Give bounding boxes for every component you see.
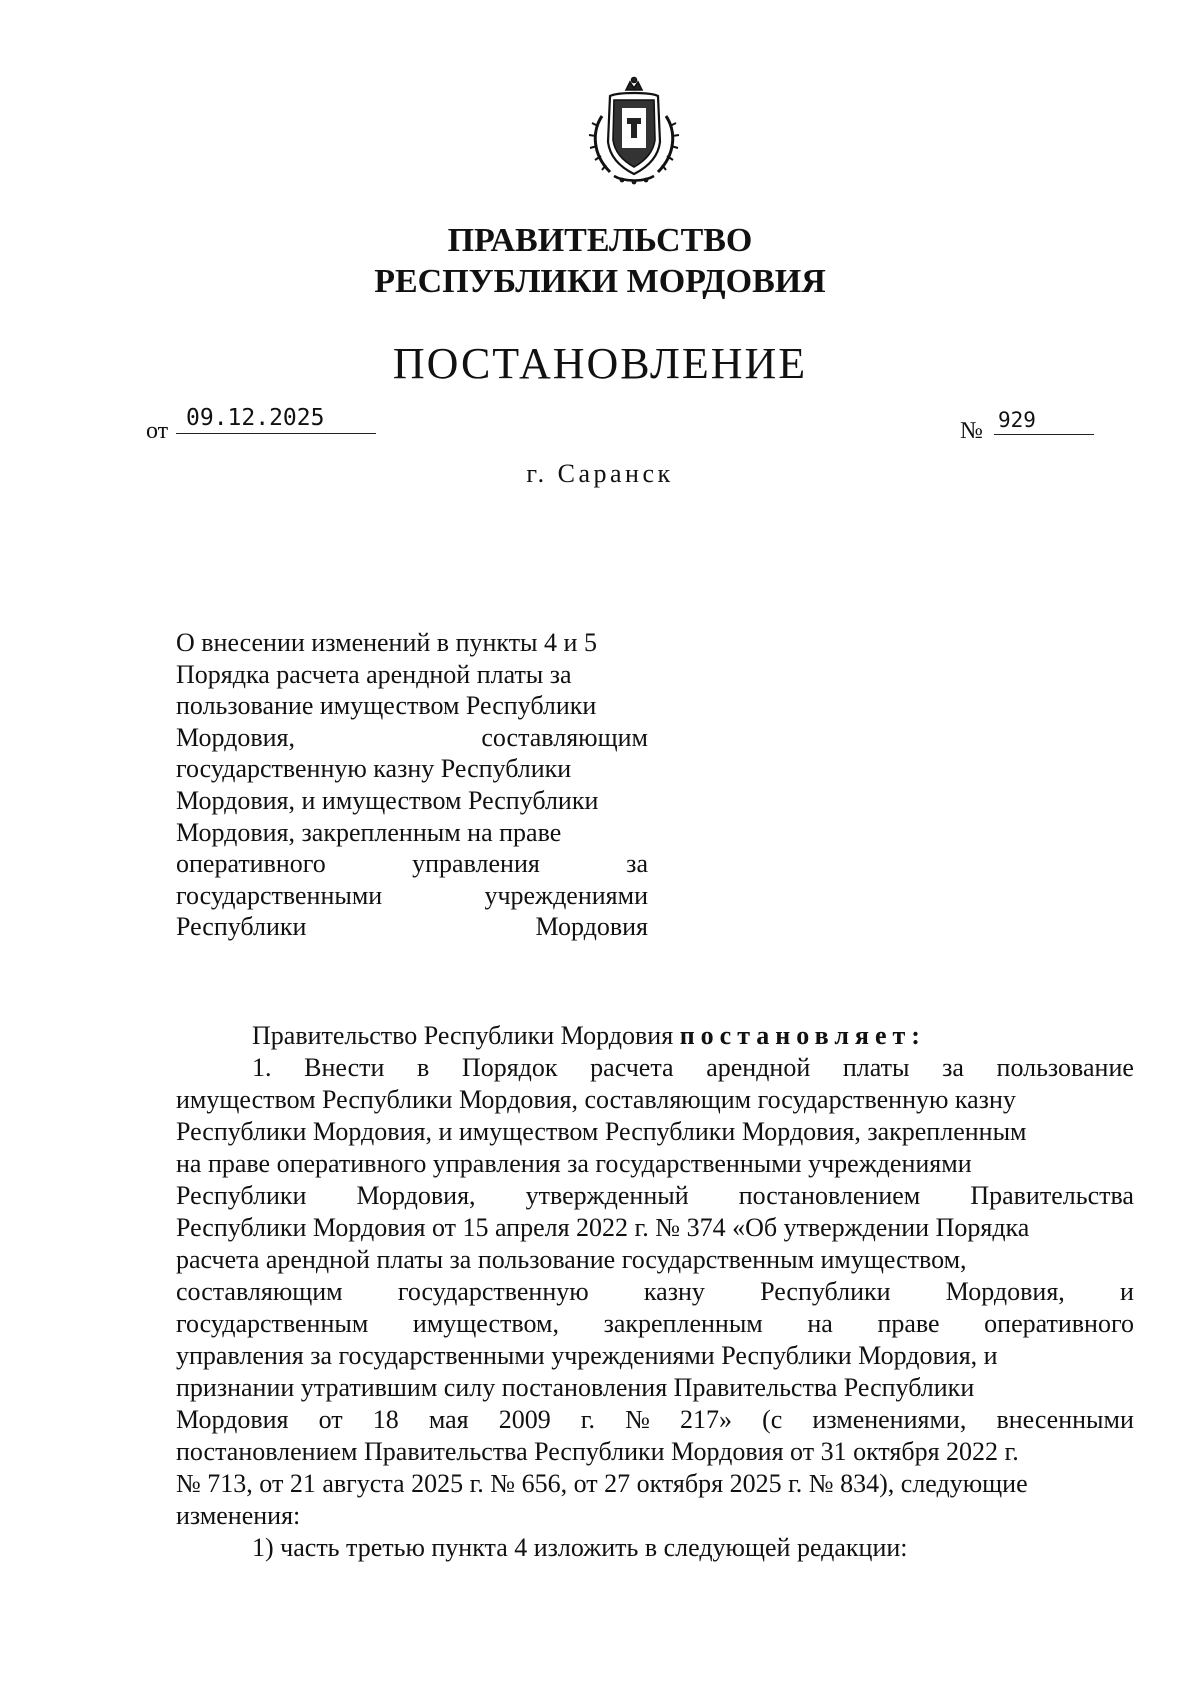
- word: Правительства: [970, 1181, 1134, 1210]
- title-line: Мордовия, и имуществом Республики: [176, 785, 599, 815]
- document-body: [176, 1020, 1134, 1564]
- body-line: [176, 1276, 1134, 1308]
- word: оперативного: [984, 1309, 1134, 1338]
- word: изменениями,: [812, 1405, 967, 1434]
- word: Республики: [760, 1277, 891, 1306]
- document-title: [176, 627, 648, 943]
- word: постановлением: [738, 1181, 921, 1210]
- body-line: постановлением Правительства Республики Мордовия от 31 октября 2022 г.: [176, 1437, 1019, 1466]
- document-number: 929: [994, 406, 1094, 435]
- word: №: [625, 1405, 650, 1434]
- word: имуществом,: [412, 1309, 559, 1338]
- body-line: расчета арендной платы за пользование государственным имуществом,: [176, 1245, 967, 1274]
- word: казну: [643, 1277, 705, 1306]
- word: внесенными: [996, 1405, 1134, 1434]
- title-line: [176, 722, 648, 754]
- word: арендной: [706, 1053, 811, 1082]
- word: Республики: [176, 912, 307, 942]
- word: Порядок: [461, 1053, 558, 1082]
- body-line: Республики Мордовия, и имуществом Республики Мордовия, закрепленным: [176, 1117, 1027, 1146]
- word: на: [807, 1309, 833, 1338]
- word: Мордовия,: [945, 1277, 1065, 1306]
- word: государственными: [176, 880, 383, 910]
- body-line: 1) часть третью пункта 4 изложить в следующей редакции:: [252, 1533, 908, 1562]
- body-line: [176, 1052, 1134, 1084]
- body-preamble-verb: постановляет:: [679, 1021, 926, 1050]
- word: за: [942, 1053, 964, 1082]
- word: в: [417, 1053, 430, 1082]
- word: Мордовия: [535, 912, 648, 942]
- body-line: признании утратившим силу постановления Правительства Республики: [176, 1373, 975, 1402]
- word: г.: [580, 1405, 596, 1434]
- title-line: Порядка расчета арендной платы за: [176, 659, 572, 689]
- body-line: [176, 1404, 1134, 1436]
- body-preamble: Правительство Республики Мордовия постановляет:: [252, 1021, 926, 1050]
- word: мая: [428, 1405, 469, 1434]
- word: закрепленным: [603, 1309, 763, 1338]
- word: Внести: [304, 1053, 385, 1082]
- body-line: изменения:: [176, 1501, 301, 1530]
- word: за: [626, 849, 648, 879]
- title-line: Мордовия, закрепленным на праве: [176, 817, 562, 847]
- word: государственным: [176, 1309, 369, 1338]
- document-date: 09.12.2025: [176, 403, 376, 434]
- body-line: [176, 1180, 1134, 1212]
- document-city: г. Саранск: [526, 459, 674, 488]
- word: расчета: [590, 1053, 674, 1082]
- coat-of-arms-emblem: [580, 76, 688, 188]
- word: и: [1120, 1277, 1134, 1306]
- word: платы: [842, 1053, 910, 1082]
- body-line: на праве оперативного управления за государственными учреждениями: [176, 1149, 972, 1178]
- word: составляющим: [176, 1277, 343, 1306]
- title-line: [176, 848, 648, 880]
- word: составляющим: [481, 722, 648, 752]
- title-line: пользование имуществом Республики: [176, 691, 597, 721]
- body-line: имуществом Республики Мордовия, составляющим государственную казну: [176, 1085, 1016, 1114]
- word: государственную: [397, 1277, 589, 1306]
- number-label: №: [960, 418, 983, 444]
- word: 2009: [498, 1405, 551, 1434]
- word: оперативного: [176, 849, 326, 879]
- word: Мордовия,: [356, 1181, 476, 1210]
- word: (с: [762, 1405, 783, 1434]
- title-line: государственную казну Республики: [176, 754, 572, 784]
- date-label: от: [146, 418, 169, 444]
- word: Республики: [176, 1181, 307, 1210]
- word: праве: [877, 1309, 940, 1338]
- body-line: управления за государственными учреждениями Республики Мордовия, и: [176, 1341, 998, 1370]
- organization-name-line2: РЕСПУБЛИКИ МОРДОВИЯ: [374, 263, 826, 300]
- word: Мордовия,: [176, 722, 296, 752]
- word: 1.: [252, 1053, 272, 1082]
- body-line: [176, 1308, 1134, 1340]
- word: 217»: [680, 1405, 733, 1434]
- word: 18: [372, 1405, 399, 1434]
- word: управления: [412, 849, 540, 879]
- word: Мордовия: [176, 1405, 289, 1434]
- body-line: Республики Мордовия от 15 апреля 2022 г. № 374 «Об утверждении Порядка: [176, 1213, 1030, 1242]
- title-line: [176, 911, 648, 943]
- word: учреждениями: [484, 880, 648, 910]
- organization-name-line1: ПРАВИТЕЛЬСТВО: [447, 222, 753, 259]
- title-line: О внесении изменений в пункты 4 и 5: [176, 628, 597, 657]
- word: пользование: [996, 1053, 1134, 1082]
- document-type-heading: ПОСТАНОВЛЕНИЕ: [392, 339, 808, 388]
- title-line: [176, 880, 648, 912]
- word: от: [318, 1405, 343, 1434]
- body-line: № 713, от 21 августа 2025 г. № 656, от 27 октября 2025 г. № 834), следующие: [176, 1469, 1028, 1498]
- word: утвержденный: [525, 1181, 689, 1210]
